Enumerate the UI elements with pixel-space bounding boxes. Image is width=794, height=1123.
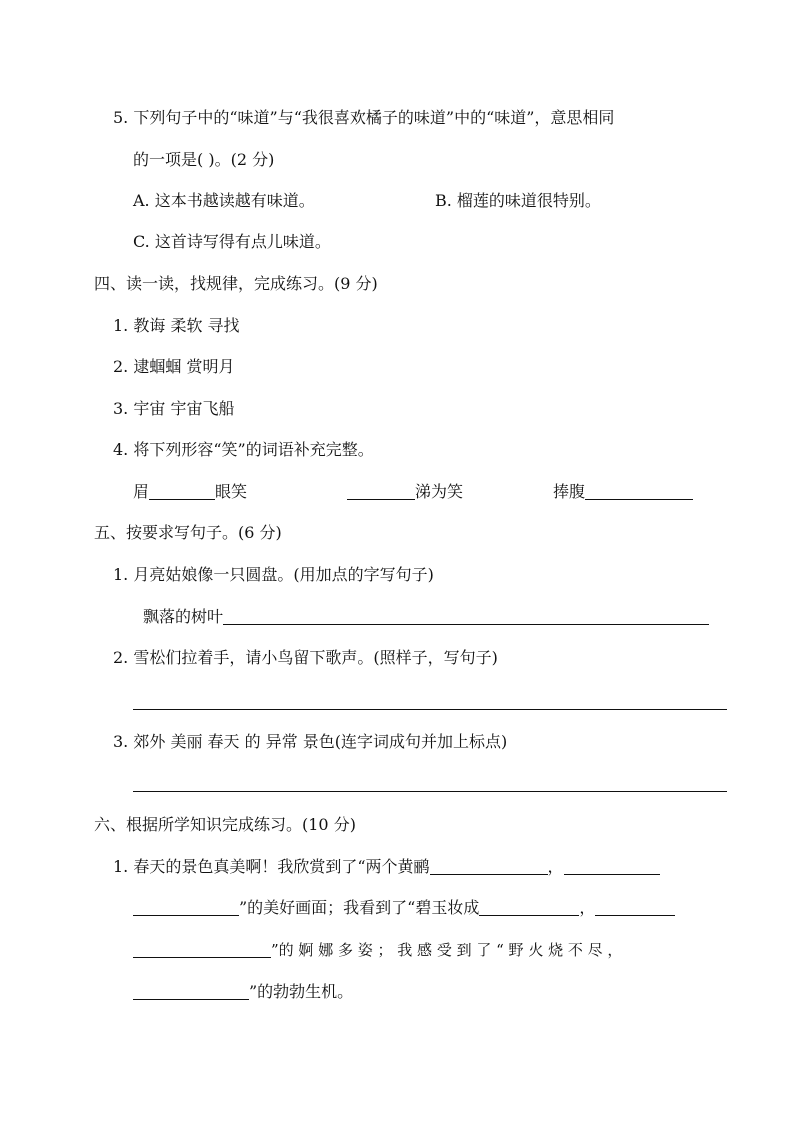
q5-option-b: B. 榴莲的味道很特别。 (435, 191, 601, 210)
fill-idiom-2-suffix: 涕为笑 (415, 482, 464, 501)
sec5-item-2-answer-line[interactable] (133, 709, 727, 710)
sec6-line-2-comma: ， (579, 898, 596, 917)
sec4-item-1: 1. 教诲 柔软 寻找 (113, 316, 240, 335)
fill-idiom-1-suffix: 眼笑 (215, 482, 248, 501)
fill-idiom-3-prefix: 捧腹 (553, 482, 586, 501)
sec6-blank-6[interactable] (133, 941, 271, 958)
fill-idiom-1-prefix: 眉 (133, 482, 150, 501)
sec4-item-3: 3. 宇宙 宇宙飞船 (113, 399, 235, 418)
sec5-item-3: 3. 郊外 美丽 春天 的 异常 景色(连字词成句并加上标点) (113, 732, 508, 751)
sec6-blank-7[interactable] (133, 983, 249, 1000)
sec4-item-2: 2. 逮蝈蝈 赏明月 (113, 357, 235, 376)
q5-line2: 的一项是( )。(2 分) (133, 150, 275, 169)
sec6-line-4 (133, 982, 353, 1002)
fill-idiom-1 (133, 482, 247, 502)
sec6-line-2 (133, 898, 675, 918)
sec6-line-1 (113, 857, 660, 877)
fill-idiom-1-blank[interactable] (149, 483, 215, 500)
sec5-item-3-answer-line[interactable] (133, 791, 727, 792)
section-5-title: 五、按要求写句子。(6 分) (94, 523, 282, 542)
fill-idiom-2 (347, 482, 463, 502)
sec6-blank-4[interactable] (479, 899, 579, 916)
sec6-line-4-text: ”的勃勃生机。 (249, 982, 354, 1001)
sec6-blank-3[interactable] (133, 899, 239, 916)
sec6-line-3 (133, 940, 622, 960)
sec5-item-1-answer (143, 607, 709, 627)
sec6-blank-1[interactable] (430, 858, 548, 875)
q5-option-a: A. 这本书越读越有味道。 (133, 191, 315, 210)
sec5-item-1-prompt: 飘落的树叶 (143, 607, 224, 626)
sec6-line-1-text: 1. 春天的景色真美啊！我欣赏到了“两个黄鹂 (113, 857, 430, 876)
fill-idiom-2-blank[interactable] (347, 483, 415, 500)
sec6-line-1-comma: ， (547, 857, 564, 876)
sec6-line-2-text: ”的美好画面；我看到了“碧玉妆成 (239, 898, 480, 917)
sec5-item-1: 1. 月亮姑娘像一只圆盘。(用加点的字写句子) (113, 565, 434, 584)
fill-idiom-3 (553, 482, 693, 502)
sec6-blank-2[interactable] (564, 858, 660, 875)
sec6-line-3-text: ”的 婀 娜 多 姿 ； 我 感 受 到 了 “ 野 火 烧 不 尽 ， (271, 941, 623, 959)
sec5-item-1-blank[interactable] (223, 608, 709, 625)
sec4-item-4: 4. 将下列形容“笑”的词语补充完整。 (113, 440, 374, 459)
section-6-title: 六、根据所学知识完成练习。(10 分) (94, 815, 356, 834)
q5-option-c: C. 这首诗写得有点儿味道。 (133, 232, 331, 251)
q5-line1: 5. 下列句子中的“味道”与“我很喜欢橘子的味道”中的“味道”，意思相同 (113, 108, 615, 127)
fill-idiom-3-blank[interactable] (585, 483, 693, 500)
sec6-blank-5[interactable] (595, 899, 675, 916)
section-4-title: 四、读一读，找规律，完成练习。(9 分) (94, 274, 378, 293)
sec5-item-2: 2. 雪松们拉着手，请小鸟留下歌声。(照样子，写句子) (113, 648, 498, 667)
